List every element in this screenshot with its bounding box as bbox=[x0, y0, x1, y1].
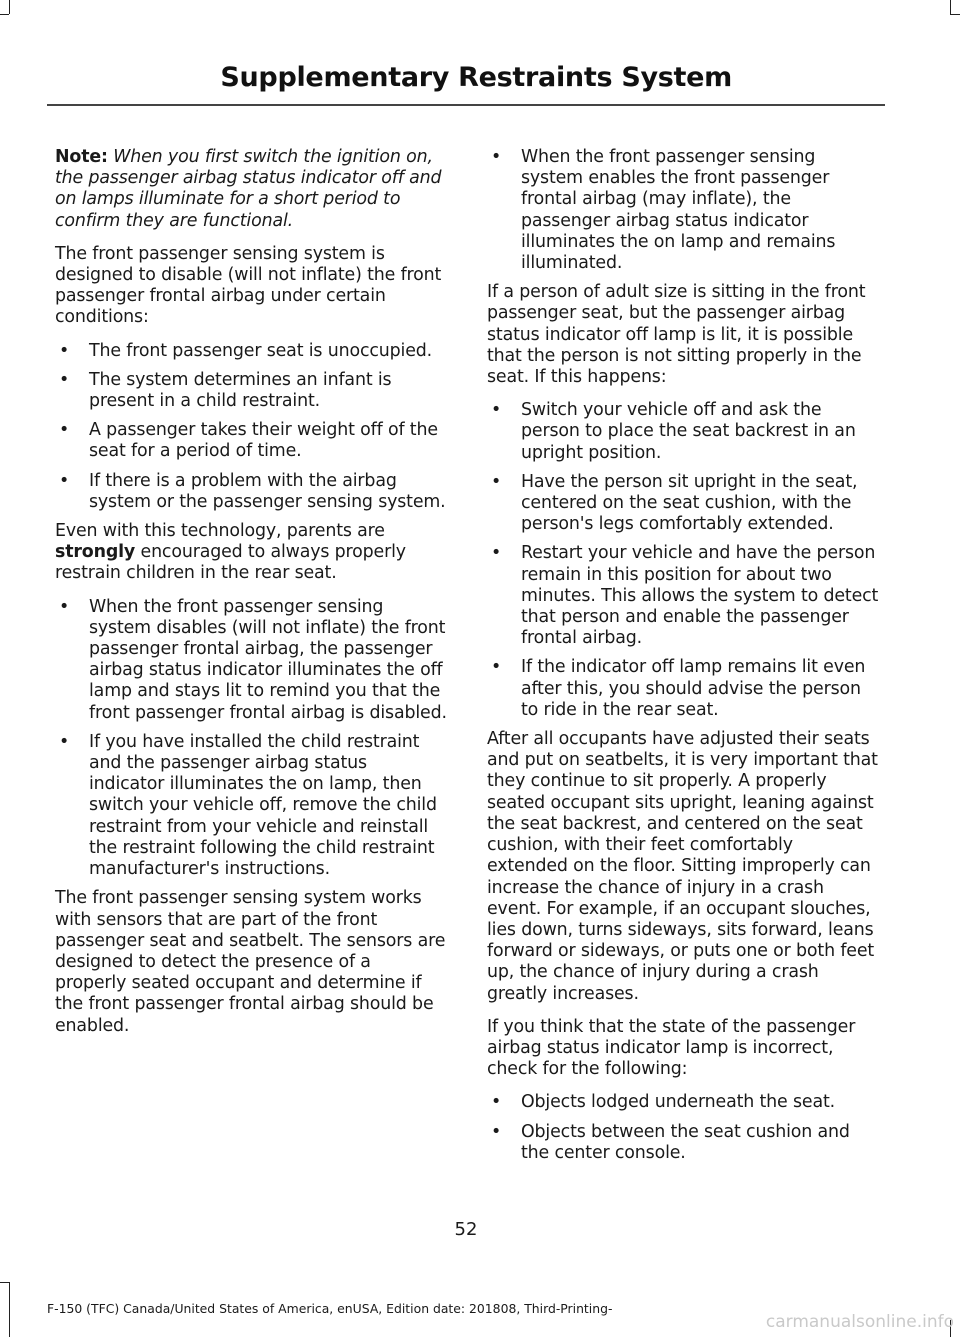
note-paragraph bbox=[55, 147, 447, 232]
bullet-list bbox=[55, 597, 447, 881]
list-item: • If the indicator off lamp remains lit even after this, you should advise the person to ride in the rear seat. bbox=[491, 657, 866, 720]
note-text: When you first switch the ignition on, the passenger airbag status indicator off and on lamps illuminate for a short period to confirm they are functional. bbox=[55, 147, 442, 231]
crop-mark-bottom-left bbox=[9, 1282, 10, 1337]
crop-mark-bottom-left-h bbox=[0, 1282, 9, 1283]
list-item: • Objects between the seat cushion and the center console. bbox=[491, 1121, 850, 1163]
emphasis-strongly: strongly bbox=[55, 542, 136, 563]
bullet-list bbox=[487, 1092, 879, 1164]
paragraph: If you think that the state of the passenger airbag status indicator lamp is incorrect, check for the following: bbox=[487, 1016, 856, 1080]
paragraph: Even with this technology, parents are strongly encouraged to always properly restrain children in the rear seat. bbox=[55, 521, 406, 584]
list-item: • When the front passenger sensing system disables (will not inflate) the front passenger frontal airbag, the passenger airbag status indicator illuminates the off lamp and stays lit to remind you that the front passenger frontal airbag is disabled. bbox=[59, 596, 447, 723]
left-column bbox=[55, 147, 447, 1049]
list-item: • A passenger takes their weight off of the seat for a period of time. bbox=[59, 420, 438, 462]
paragraph: The front passenger sensing system is designed to disable (will not inflate) the front passenger frontal airbag under certain conditions: bbox=[55, 243, 442, 328]
list-item: • Restart your vehicle and have the person remain in this position for about two minutes. This allows the system to detect that person and enable the passenger frontal airbag. bbox=[491, 543, 879, 649]
list-item: • Have the person sit upright in the seat, centered on the seat cushion, with the person's legs comfortably extended. bbox=[491, 471, 858, 535]
page-title: Supplementary Restraints System bbox=[220, 62, 732, 93]
bullet-list bbox=[55, 341, 447, 513]
header-divider bbox=[47, 104, 885, 106]
paragraph: If a person of adult size is sitting in the front passenger seat, but the passenger airbag status indicator off lamp is lit, it is possible that the person is not sitting properly in the seat. If this happens: bbox=[487, 282, 866, 388]
right-column bbox=[487, 147, 879, 1172]
list-item: • When the front passenger sensing system enables the front passenger frontal airbag (may inflate), the passenger airbag status indicator illuminates the on lamp and remains illuminated. bbox=[491, 147, 836, 274]
list-item: • If there is a problem with the airbag system or the passenger sensing system. bbox=[59, 470, 446, 512]
note-label: Note: bbox=[55, 147, 108, 167]
list-item: • If you have installed the child restraint and the passenger airbag status indicator illuminates the on lamp, then switch your vehicle off, remove the child restraint from your vehicle and reinstall the restraint following the child restraint manufacturer's instructions. bbox=[59, 731, 437, 880]
paragraph: After all occupants have adjusted their seats and put on seatbelts, it is very important that they continue to sit properly. A properly seated occupant sits upright, leaning against the seat backrest, and centered on the seat cushion, with their feet comfortably extended on the floor. Sitting improperly can increase the chance of injury in a crash event. For example, if an occupant slouches, lies down, turns sideways, sits forward, leans forward or sideways, or puts one or both feet up, the chance of injury during a crash greatly increases. bbox=[487, 729, 878, 1004]
crop-mark-top-left-h bbox=[0, 14, 9, 15]
page-number: 52 bbox=[454, 1219, 478, 1240]
crop-mark-top-left bbox=[9, 0, 10, 14]
footer-edition-info: F-150 (TFC) Canada/United States of America, enUSA, Edition date: 201808, Third-Printing- bbox=[47, 1301, 613, 1316]
list-item: • Objects lodged underneath the seat. bbox=[491, 1092, 835, 1113]
bullet-list bbox=[487, 147, 879, 274]
crop-mark-top-right-h bbox=[950, 14, 960, 15]
list-item: • The system determines an infant is present in a child restraint. bbox=[59, 369, 392, 412]
list-item: • Switch your vehicle off and ask the person to place the seat backrest in an upright position. bbox=[491, 400, 856, 463]
paragraph: The front passenger sensing system works with sensors that are part of the front passenger seat and seatbelt. The sensors are designed to detect the presence of a properly seated occupant and determine if the front passenger frontal airbag should be enabled. bbox=[55, 888, 446, 1036]
crop-mark-top-right bbox=[950, 0, 951, 14]
bullet-list bbox=[487, 400, 879, 721]
watermark: carmanualsonline.info bbox=[765, 1312, 954, 1332]
list-item: • The front passenger seat is unoccupied. bbox=[59, 340, 433, 361]
